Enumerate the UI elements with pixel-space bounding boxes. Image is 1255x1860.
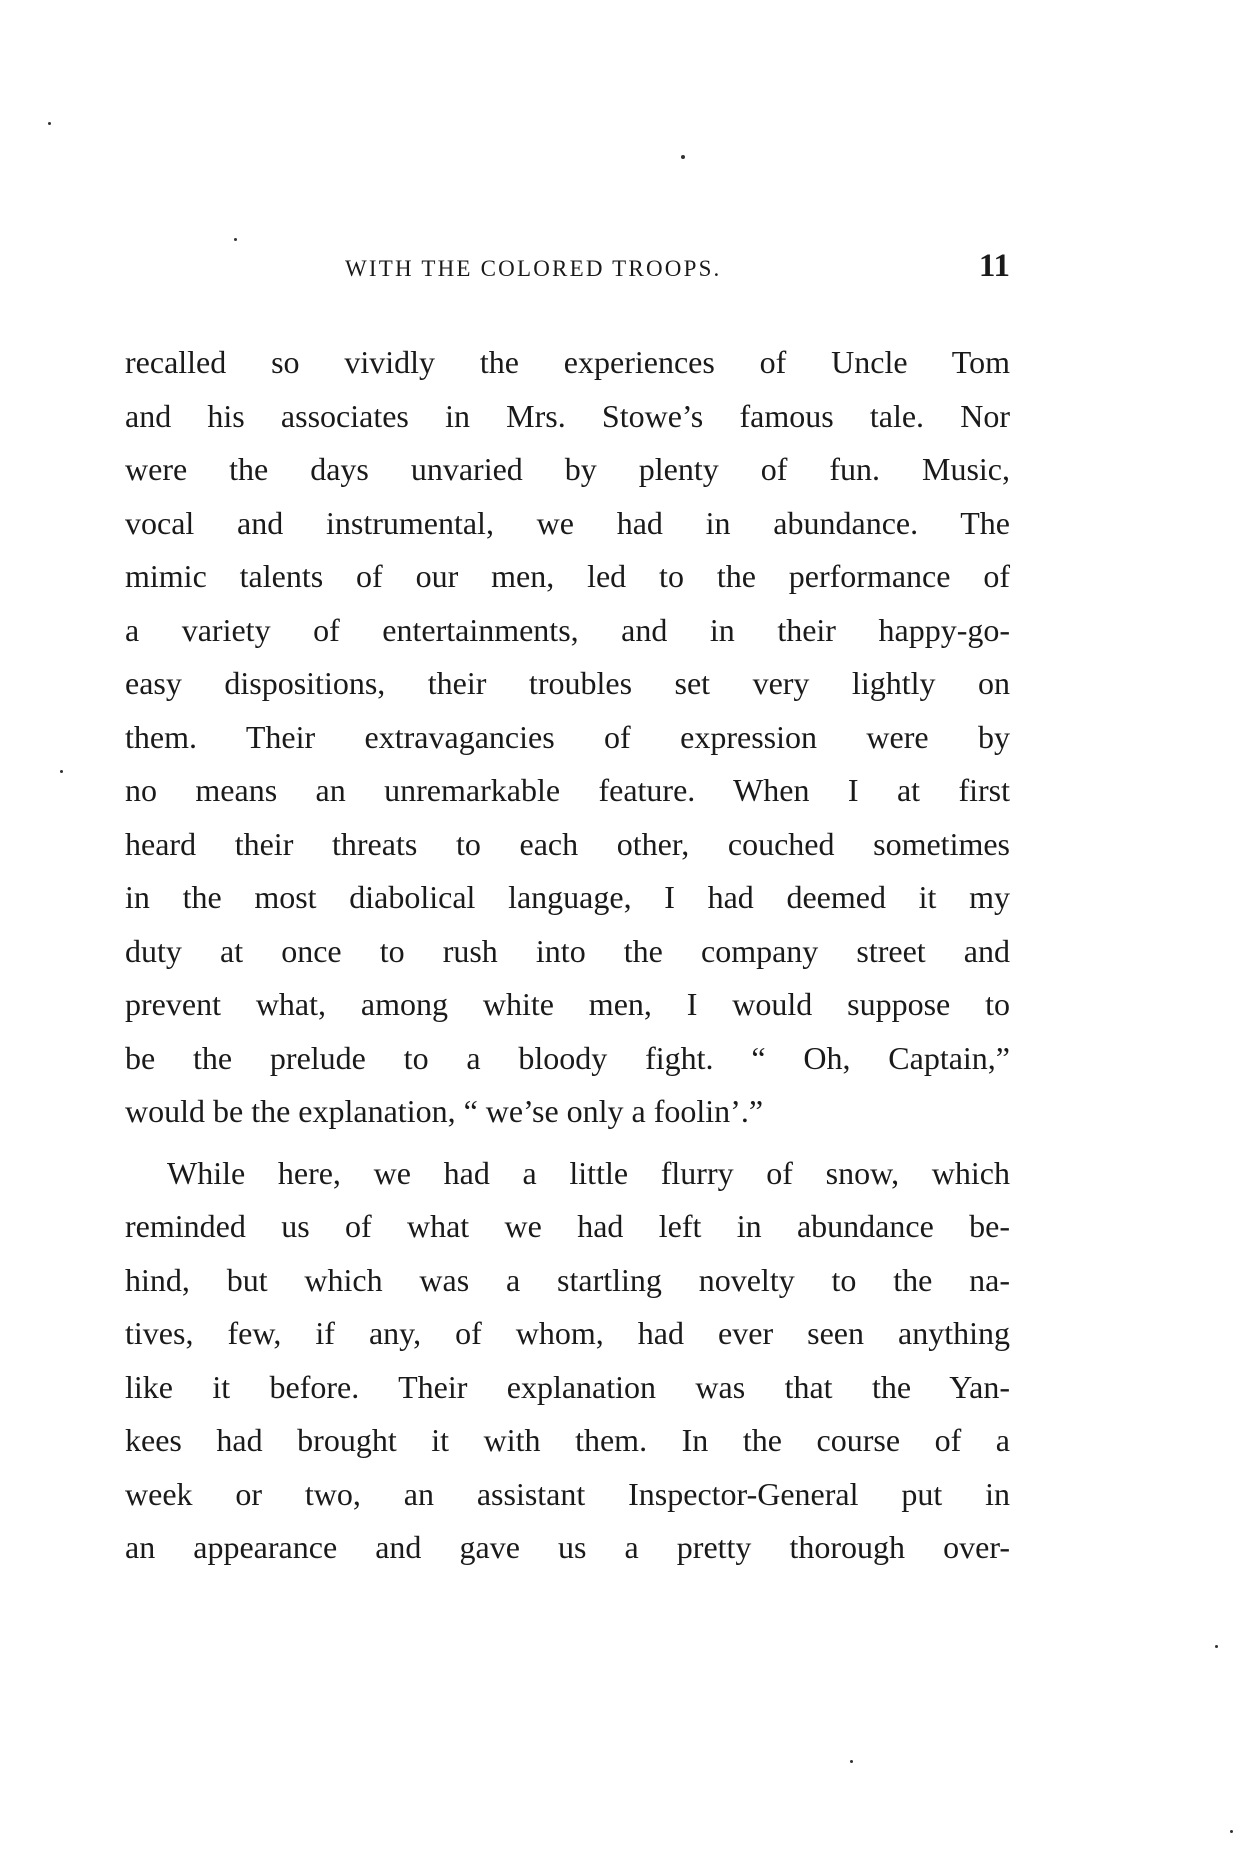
text-line: reminded us of what we had left in abundance be-	[125, 1208, 1010, 1244]
text-line: recalled so vividly the experiences of Uncle Tom	[125, 344, 1010, 380]
text-line: and his associates in Mrs. Stowe’s famous tale. Nor	[125, 397, 1010, 434]
text-line: prevent what, among white men, I would suppose to	[125, 986, 1010, 1022]
text-line: be the prelude to a bloody fight. “ Oh, Captain,”	[125, 1039, 1010, 1076]
paragraph-gap	[125, 1139, 1010, 1147]
scan-speck	[1215, 1645, 1218, 1648]
scan-speck	[60, 770, 63, 773]
scan-speck	[850, 1760, 853, 1763]
body-text	[125, 336, 1010, 1575]
scan-speck	[1230, 1830, 1233, 1833]
text-line: a variety of entertainments, and in their happy-go-	[125, 611, 1010, 648]
text-line: were the days unvaried by plenty of fun. Music,	[125, 451, 1010, 487]
text-line: no means an unremarkable feature. When I at first	[125, 772, 1010, 808]
text-line: would be the explanation, “ we’se only a foolin’.”	[125, 1093, 764, 1129]
scan-speck	[681, 155, 685, 159]
text-line: vocal and instrumental, we had in abundance. The	[125, 504, 1010, 541]
text-line: easy dispositions, their troubles set very lightly on	[125, 665, 1010, 701]
scan-speck	[48, 122, 51, 125]
running-title: WITH THE COLORED TROOPS.	[345, 256, 722, 281]
scan-speck	[234, 238, 237, 241]
text-line: like it before. Their explanation was that the Yan-	[125, 1368, 1010, 1405]
text-line: While here, we had a little flurry of snow, which	[167, 1154, 1010, 1191]
paragraph	[125, 336, 1010, 1139]
text-line: kees had brought it with them. In the course of a	[125, 1422, 1010, 1458]
text-line: heard their threats to each other, couched sometimes	[125, 825, 1010, 862]
paragraph	[125, 1147, 1010, 1575]
page-header	[125, 248, 1010, 288]
text-line: duty at once to rush into the company street and	[125, 932, 1010, 969]
text-line: hind, but which was a startling novelty to the na-	[125, 1261, 1010, 1298]
text-line: in the most diabolical language, I had deemed it my	[125, 879, 1010, 915]
page-number: 11	[978, 248, 1010, 284]
text-line: tives, few, if any, of whom, had ever seen anything	[125, 1315, 1010, 1351]
text-line: an appearance and gave us a pretty thorough over-	[125, 1529, 1010, 1565]
text-line: week or two, an assistant Inspector-General put in	[125, 1475, 1010, 1512]
text-line: mimic talents of our men, led to the performance of	[125, 558, 1010, 594]
text-line: them. Their extravagancies of expression were by	[125, 718, 1010, 755]
